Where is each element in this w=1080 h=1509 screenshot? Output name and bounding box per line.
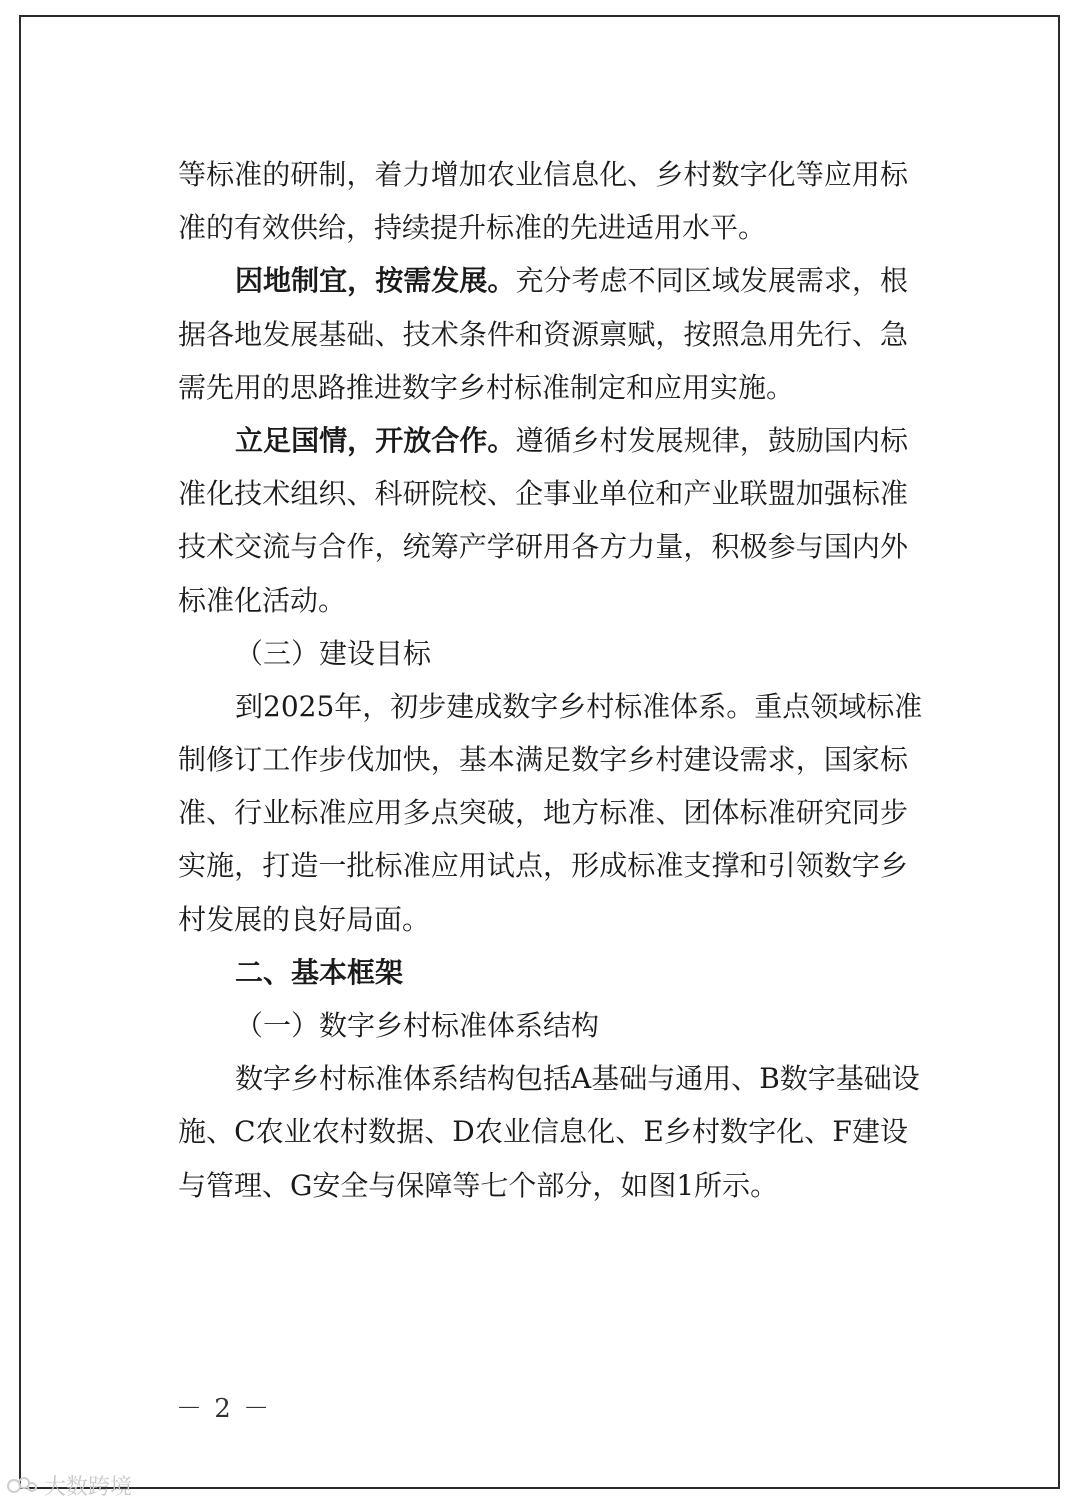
paragraph-text: 充分考虑不同区域发展需求，根 [515, 264, 908, 298]
document-body [178, 148, 923, 1212]
paragraph-lead-bold: 因地制宜，按需发展。 [235, 264, 516, 298]
body-line: 施、C农业农村数据、D农业信息化、E乡村数字化、F建设 [178, 1115, 908, 1149]
section-heading: 二、基本框架 [235, 955, 404, 989]
body-line: 村发展的良好局面。 [178, 902, 431, 936]
watermark [6, 1470, 132, 1501]
body-line: 准化技术组织、科研院校、企事业单位和产业联盟加强标准 [178, 477, 908, 511]
body-line: 制修订工作步伐加快，基本满足数字乡村建设需求，国家标 [178, 743, 908, 777]
body-line: 到2025年，初步建成数字乡村标准体系。重点领域标准 [235, 689, 923, 723]
body-line: 实施，打造一批标准应用试点，形成标准支撑和引领数字乡 [178, 849, 908, 883]
paragraph-lead-bold: 立足国情，开放合作。 [235, 423, 516, 457]
paragraph-text: 遵循乡村发展规律，鼓励国内标 [515, 423, 908, 457]
paragraph-first-line [178, 414, 908, 467]
body-line: 据各地发展基础、技术条件和资源禀赋，按照急用先行、急 [178, 317, 908, 351]
body-line: 与管理、G安全与保障等七个部分，如图1所示。 [178, 1168, 779, 1202]
body-line: 数字乡村标准体系结构包括A基础与通用、B数字基础设 [235, 1062, 920, 1096]
subsection-heading: （三）建设目标 [235, 636, 432, 670]
paragraph-first-line [178, 254, 908, 307]
body-line: 技术交流与合作，统筹产学研用各方力量，积极参与国内外 [178, 530, 908, 564]
body-line: 标准化活动。 [178, 583, 347, 617]
body-line: 准的有效供给，持续提升标准的先进适用水平。 [178, 211, 767, 245]
watermark-text: 大数跨境 [44, 1475, 133, 1500]
body-line: 等标准的研制，着力增加农业信息化、乡村数字化等应用标 [178, 158, 908, 191]
subsection-heading: （一）数字乡村标准体系结构 [235, 1009, 600, 1042]
watermark-logo-icon [6, 1473, 38, 1499]
body-line: 需先用的思路推进数字乡村标准制定和应用实施。 [178, 370, 795, 404]
page-number: － 2 － [176, 1394, 272, 1424]
body-line: 准、行业标准应用多点突破，地方标准、团体标准研究同步 [178, 796, 908, 830]
